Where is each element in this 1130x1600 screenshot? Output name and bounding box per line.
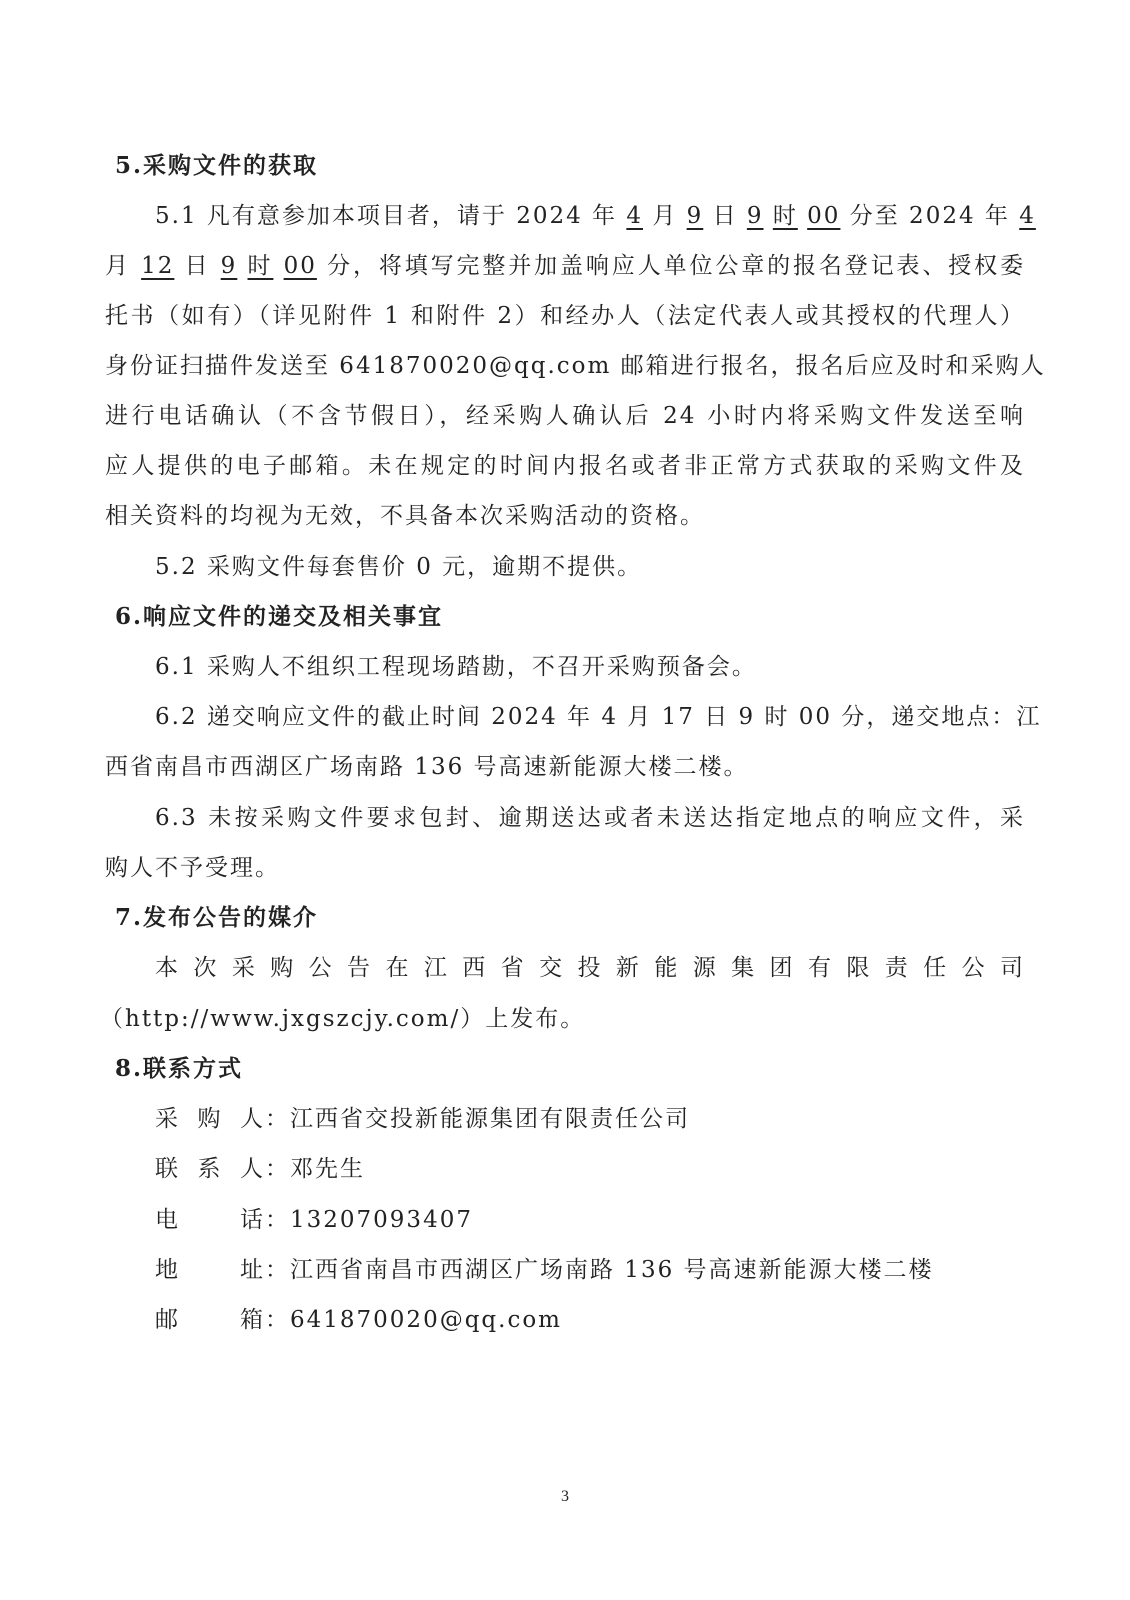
section-7-line-1: 本次采购公告在江西省交投新能源集团有限责任公司 <box>155 955 1025 981</box>
contact-value: 江西省交投新能源集团有限责任公司 <box>290 1106 690 1132</box>
section-5-1-line-4: 身份证扫描件发送至 641870020@qq.com 邮箱进行报名，报名后应及时和采购人 <box>105 353 1046 379</box>
end-day: 12 <box>141 253 175 279</box>
contact-value: 江西省南昌市西湖区广场南路 136 号高速新能源大楼二楼 <box>290 1257 934 1283</box>
end-hour: 9 <box>220 253 238 279</box>
contact-value: 邓先生 <box>290 1156 365 1182</box>
section-6-1: 6.1 采购人不组织工程现场踏勘，不召开采购预备会。 <box>155 654 757 680</box>
section-5-1-line-2: 月 12 日 9 时 00 分，将填写完整并加盖响应人单位公章的报名登记表、授权委 <box>105 253 1026 279</box>
section-5-1-line-7: 相关资料的均视为无效，不具备本次采购活动的资格。 <box>105 503 705 529</box>
start-minute: 00 <box>807 203 841 229</box>
contact-label: 电 话 <box>155 1207 265 1233</box>
end-month: 4 <box>1019 203 1036 229</box>
contact-address: 地 址：江西省南昌市西湖区广场南路 136 号高速新能源大楼二楼 <box>155 1257 934 1283</box>
contact-label: 采 购 人 <box>155 1106 265 1132</box>
contact-value: 13207093407 <box>290 1207 473 1233</box>
contact-label: 邮 箱 <box>155 1307 265 1333</box>
contact-purchaser: 采 购 人：江西省交投新能源集团有限责任公司 <box>155 1106 690 1132</box>
contact-phone: 电 话：13207093407 <box>155 1207 473 1233</box>
section-5-heading: 5.采购文件的获取 <box>115 152 319 179</box>
section-5-1-line-3: 托书（如有）（详见附件 1 和附件 2）和经办人（法定代表人或其授权的代理人） <box>105 303 1025 329</box>
section-5-1-line-6: 应人提供的电子邮箱。未在规定的时间内报名或者非正常方式获取的采购文件及 <box>105 453 1025 479</box>
section-6-2-line-1: 6.2 递交响应文件的截止时间 2024 年 4 月 17 日 9 时 00 分，递交地点：江 <box>155 704 1042 730</box>
section-6-2-line-2: 西省南昌市西湖区广场南路 136 号高速新能源大楼二楼。 <box>105 754 749 780</box>
contact-label: 地 址 <box>155 1257 265 1283</box>
contact-person: 联 系 人：邓先生 <box>155 1156 365 1182</box>
section-8-heading: 8.联系方式 <box>115 1055 244 1082</box>
section-5-1-line-1: 5.1 凡有意参加本项目者，请于 2024 年 4 月 9 日 9 时 00 分至 2024 年 4 <box>155 203 1036 229</box>
section-6-3-line-1: 6.3 未按采购文件要求包封、逾期送达或者未送达指定地点的响应文件，采 <box>155 805 1025 831</box>
section-5-1-line-5: 进行电话确认（不含节假日），经采购人确认后 24 小时内将采购文件发送至响 <box>105 403 1025 429</box>
contact-value: 641870020@qq.com <box>290 1307 562 1333</box>
contact-email: 邮 箱：641870020@qq.com <box>155 1307 562 1333</box>
section-7-heading: 7.发布公告的媒介 <box>115 904 319 931</box>
section-6-3-line-2: 购人不予受理。 <box>105 855 280 881</box>
section-5-2: 5.2 采购文件每套售价 0 元，逾期不提供。 <box>155 554 643 580</box>
start-month: 4 <box>626 203 643 229</box>
start-day: 9 <box>686 203 704 229</box>
end-minute: 00 <box>283 253 317 279</box>
page-number: 3 <box>561 1488 569 1505</box>
start-hour: 9 <box>746 203 764 229</box>
contact-label: 联 系 人 <box>155 1156 265 1182</box>
section-6-heading: 6.响应文件的递交及相关事宜 <box>115 603 444 630</box>
section-7-line-2: （http://www.jxgszcjy.com/）上发布。 <box>100 1006 586 1032</box>
